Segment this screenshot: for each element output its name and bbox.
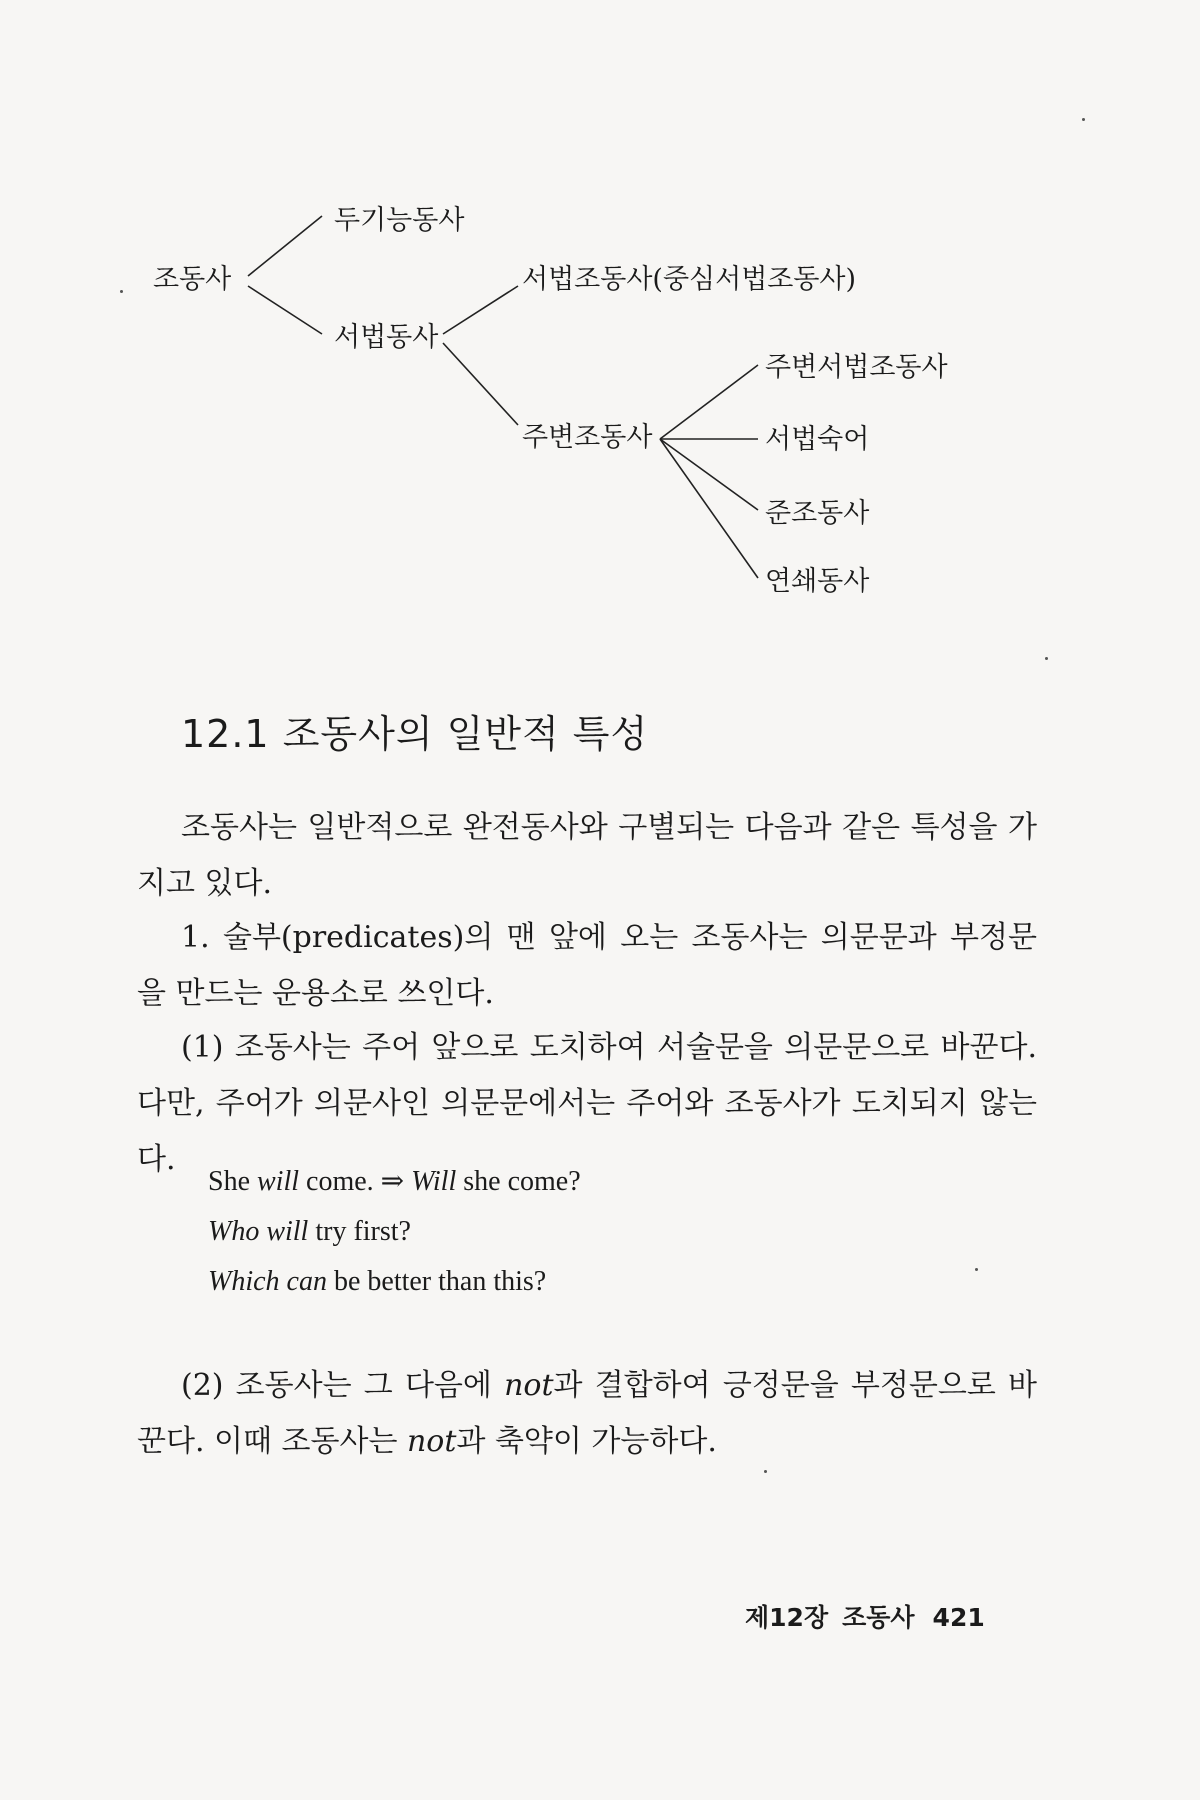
point-1-2-text-e: 과 축약이 가능하다. bbox=[456, 1424, 717, 1459]
example-1-italic-will: will bbox=[257, 1166, 300, 1197]
speck bbox=[764, 1470, 767, 1473]
branch-modal-marginal bbox=[443, 343, 518, 425]
page-number: 421 bbox=[932, 1603, 985, 1632]
footer-chapter: 제12장 bbox=[745, 1603, 829, 1632]
example-sentence-2 bbox=[208, 1218, 411, 1246]
node-root: 조동사 bbox=[153, 264, 232, 295]
branch-marginal-catenative bbox=[660, 439, 758, 578]
example-3-italic: Which can bbox=[208, 1266, 327, 1297]
node-modal: 서법동사 bbox=[334, 322, 439, 353]
point-1-2-paragraph bbox=[137, 1358, 1037, 1470]
diagram-connectors bbox=[0, 0, 1200, 640]
example-sentence-3 bbox=[208, 1268, 546, 1296]
classification-diagram bbox=[0, 0, 1200, 640]
example-sentence-1 bbox=[208, 1168, 581, 1196]
point-1-2-text-a: (2) 조동사는 그 다음에 bbox=[181, 1368, 505, 1403]
node-semi-aux: 준조동사 bbox=[765, 498, 870, 529]
node-marginal-aux: 주변조동사 bbox=[522, 422, 653, 453]
speck bbox=[1082, 118, 1085, 121]
node-central-modal: 서법조동사(중심서법조동사) bbox=[522, 264, 857, 295]
branch-modal-central bbox=[443, 286, 518, 334]
example-3-text: be better than this? bbox=[326, 1266, 547, 1297]
branch-marginal-semi bbox=[660, 439, 758, 510]
section-heading: 12.1 조동사의 일반적 특성 bbox=[181, 712, 649, 756]
node-modal-idiom: 서법숙어 bbox=[765, 424, 870, 455]
branch-root-modal bbox=[248, 286, 322, 334]
speck bbox=[120, 290, 123, 293]
branch-marginal-modal bbox=[660, 365, 758, 439]
point-1-2-text-c: 과 결합하여 긍정문을 부정문으로 바꾼다. 이때 조동사는 bbox=[137, 1368, 1037, 1459]
branch-root-dual bbox=[248, 216, 322, 276]
speck bbox=[975, 1268, 978, 1271]
intro-paragraph: 조동사는 일반적으로 완전동사와 구별되는 다음과 같은 특성을 가지고 있다. bbox=[137, 810, 1037, 901]
point-1-1-paragraph: (1) 조동사는 주어 앞으로 도치하여 서술문을 의문문으로 바꾼다. 다만, 주어가 의문사인 의문문에서는 주어와 조동사가 도치되지 않는다. bbox=[137, 1030, 1037, 1177]
running-footer bbox=[745, 1598, 985, 1634]
node-catenative: 연쇄동사 bbox=[765, 566, 870, 597]
footer-chapter-title: 조동사 bbox=[842, 1603, 915, 1632]
example-1-text-a: She bbox=[208, 1166, 257, 1197]
point-1-2-not-1: not bbox=[504, 1368, 554, 1403]
point-1-2-not-2: not bbox=[406, 1424, 457, 1459]
node-dual-function: 두기능동사 bbox=[334, 205, 465, 236]
example-1-text-e: she come? bbox=[456, 1166, 581, 1197]
node-marginal-modal: 주변서법조동사 bbox=[765, 352, 948, 383]
example-1-italic-Will: Will bbox=[411, 1166, 457, 1197]
example-1-text-c: come. ⇒ bbox=[299, 1166, 412, 1197]
example-2-text: try first? bbox=[308, 1216, 411, 1247]
example-2-italic: Who will bbox=[208, 1216, 309, 1247]
speck bbox=[1045, 657, 1048, 660]
point-1-paragraph: 1. 술부(predicates)의 맨 앞에 오는 조동사는 의문문과 부정문을 만드는 운용소로 쓰인다. bbox=[137, 920, 1037, 1011]
